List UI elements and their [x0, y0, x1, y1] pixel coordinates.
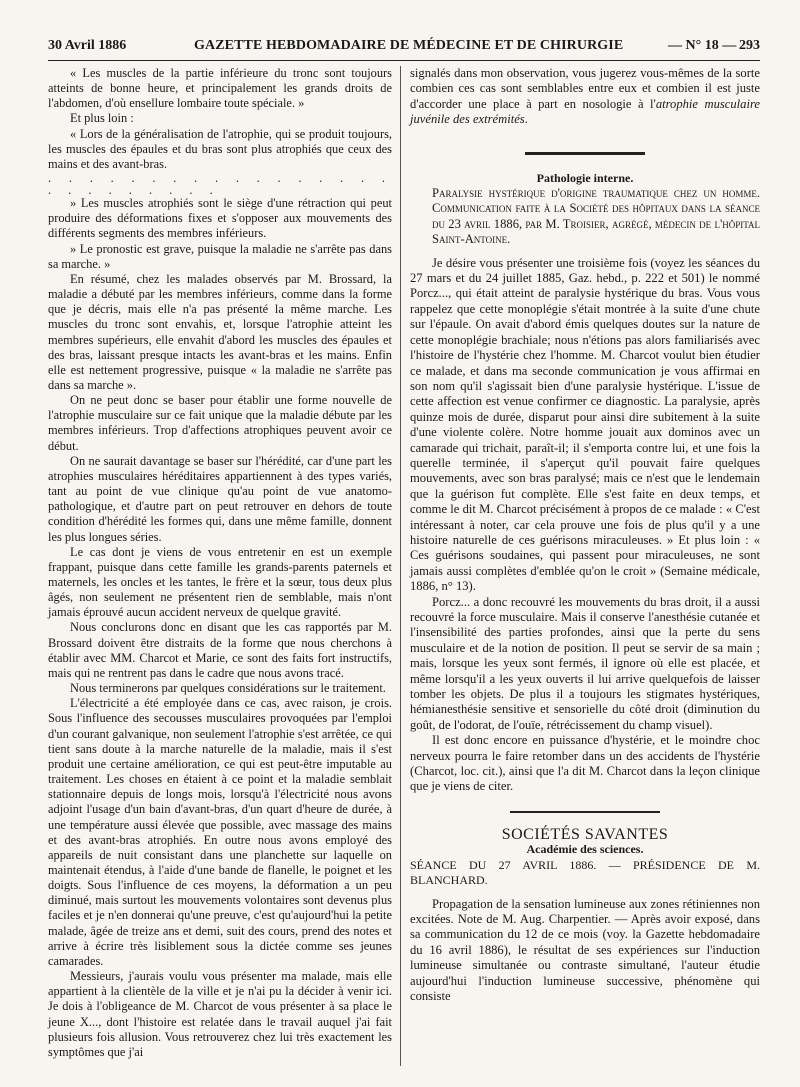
section-title: Pathologie interne.	[536, 170, 634, 185]
issue-number: — N° 18 —	[668, 38, 737, 53]
paragraph: En résumé, chez les malades observés par M. Brossard, la maladie a débuté par les membres inférieurs, comme dans la forme que je décris, mais elle n'a pas présenté la même marche. Les muscles du tronc sont envahis, et, lorsque l'atrophie atteint les membres supérieurs, elle envahit d'abord les muscles des épaules et des bras, laissant presque intacts les avant-bras et les mains. Enfin elle est nettement progressive, puisque « la maladie ne s'arrête pas dans sa marche ».	[48, 271, 392, 392]
quote-paragraph: » Le pronostic est grave, puisque la maladie ne s'arrête pas dans sa marche. »	[48, 241, 392, 271]
paragraph: Et plus loin :	[70, 111, 134, 126]
session-line: SÉANCE DU 27 AVRIL 1886. — PRÉSIDENCE DE M. BLANCHARD.	[410, 857, 760, 888]
societies-heading: SOCIÉTÉS SAVANTES	[501, 825, 669, 843]
paragraph: Propagation de la sensation lumineuse aux zones rétiniennes non excitées. Note de M. Aug. Charpentier. — Après avoir exposé, dans sa communication du 12 de ce mois (voy. la Gazette hebdomadaire du 16 avril 1886), le résultat de ses expériences sur l'induction lumineuse simultanée ou contraste simultané, l'auteur étudie aujourd'hui l'induction lumineuse successive, phénomène qui consiste	[410, 896, 760, 1003]
paragraph: Je désire vous présenter une troisième fois (voyez les séances du 27 mars et du 24 juillet 1885, Gaz. hebd., p. 222 et 501) le nommé Porcz..., qui était atteint de paralysie hystérique du bras. Vous vous rappelez que cette monoplégie s'était montrée à la suite d'une chute sur l'épaule. On avait d'abord émis quelques doutes sur la nature de cette monoplégie brachiale; nous n'étions pas alors familiarisés avec l'histoire de l'hystérie chez l'homme. M. Charcot voulut bien étudier ce malade, et dans ma seconde communication je vous affirmai en son nom qu'il s'agissait bien d'une paralysie hystérique. L'issue de cette affection est venue confirmer ce diagnostic. La paralysie, après quinze mois de durée, disparut pour ainsi dire subitement à la suite d'une violente colère. Notre homme jouait aux dominos avec un camarade qui trichait, paraît-il; il s'emporta contre lui, et une fois la querelle terminée, il s'aperçut qu'il pouvait faire quelques mouvements, avec son bras paralysé; mais ce n'est que le lendemain que la guérison fut complète. Elle s'est faite en deux temps, et comme le dit M. Charcot précisément à propos de ce malade : « C'est intéressant à noter, car cela prouve une fois de plus qu'il y a une histoire naturelle de ces guérisons miraculeuses. » Et plus loin : « Ces guérisons soudaines, qui passent pour miraculeuses, ne sont jamais aussi complètes d'emblée qu'on le croit » (Semaine médicale, 1886, n° 13).	[410, 255, 760, 594]
page-number: 293	[739, 38, 760, 53]
continuation-text: signalés dans mon observation, vous jugerez vous-mêmes de la sorte combien ces cas sont semblables entre eux et combien il est juste d'accorder une place à part en nosologie à l'	[410, 66, 760, 111]
paragraph: Porcz... a donc recouvré les mouvements du bras droit, il a aussi recouvré la force musculaire. Mais il conserve l'anesthésie cutanée et l'insensibilité des parties profondes, ainsi que la perte du sens musculaire et de la notion de position. Il peut se servir de sa main ; mais, lorsque les yeux sont fermés, il ignore où elle est placée, et même lorsqu'il a les yeux ouverts il lui arrive quelquefois de laisser tomber les objets. De plus il a toujours les stigmates hystériques, hémianesthésie sensitive et sensorielle du côté droit (diminution du goût, de l'odorat, de l'ouïe, rétrécissement du champ visuel).	[410, 594, 760, 732]
paragraph: Le cas dont je viens de vous entretenir en est un exemple frappant, puisque dans cette famille les grands-parents paternels et maternels, les oncles et les tantes, le frère et la sœur, tous deux plus âgés, non seulement ne présentent rien de semblable, mais n'ont jamais éprouvé aucun accident nerveux de quelque gravité.	[48, 544, 392, 620]
quote-paragraph: « Lors de la généralisation de l'atrophie, qui se produit toujours, les muscles des épaules et du bras sont plus atrophiés que ceux des mains et des avant-bras.	[48, 126, 392, 171]
paragraph: Nous conclurons donc en disant que les cas rapportés par M. Brossard doivent être distraits de la forme que nous cherchons à établir avec MM. Charcot et Marie, ce sont des faits fort instructifs, mais qui ne rentrent pas dans le cadre que nous avons tracé.	[48, 620, 392, 680]
continuation-emphasis: atrophie musculaire juvénile des extrémités	[410, 96, 760, 127]
paragraph: Messieurs, j'aurais voulu vous présenter ma malade, mais elle appartient à la clientèle de la ville et je n'ai pu la décider à venir ici. Je dois à l'obligeance de M. Charcot de vous présenter à sa place le jeune X..., dont l'histoire est relatée dans le travail auquel j'ai fait plusieurs fois allusion. Vous retrouverez chez lui très exactement les symptômes que j'ai	[48, 969, 392, 1059]
issue-date: 30 Avril 1886	[48, 38, 127, 53]
page-header	[48, 36, 760, 61]
paragraph: Nous terminerons par quelques considérations sur le traitement.	[70, 681, 386, 696]
paragraph: Il est donc encore en puissance d'hystérie, et le moindre choc nerveux pourra le faire retomber dans un des accidents de l'hystérie (Charcot, loc. cit.), ainsi que l'a dit M. Charcot dans la leçon clinique que je viens de citer.	[410, 733, 760, 794]
right-column	[410, 66, 760, 1004]
article-heading: Paralysie hystérique d'origine traumatique chez un homme. Communication faite à la Société des hôpitaux dans la séance du 23 avril 1886, par M. Troisier, agrégé, médecin de l'hôpital Saint-Antoine.	[432, 186, 760, 247]
continuation-end: .	[524, 112, 528, 127]
column-divider	[400, 66, 401, 1066]
paragraph: On ne saurait davantage se baser sur l'hérédité, car d'une part les atrophies musculaires héréditaires appartiennent à des types variés, tant au point de vue clinique qu'au point de vue anatomo-pathologique, et d'autre part on peut retrouver en dehors de toute condition d'hérédité les formes qui, dans une même famille, donnent les plus longues séries.	[48, 453, 392, 544]
continuation-paragraph	[410, 66, 760, 128]
quote-paragraph: » Les muscles atrophiés sont le siège d'une rétraction qui peut produire des déformations fixes et s'opposer aux mouvements des différents segments des membres inférieurs.	[48, 196, 392, 241]
academy-heading: Académie des sciences.	[526, 842, 644, 857]
section-separator	[510, 811, 660, 813]
left-column	[48, 66, 392, 1060]
ellipsis-line: . . . . . . . . . . . . . . . . . . . . . . . . . .	[48, 171, 392, 198]
section-separator	[525, 152, 645, 155]
paragraph: L'électricité a été employée dans ce cas, avec raison, je crois. Sous l'influence des secousses musculaires provoquées par l'emploi d'un courant galvanique, non seulement l'atrophie s'est arrêtée, ce qui tient sans doute à la marche naturelle de la maladie, mais il s'est produit une certaine amélioration, ce qui est peut-être imputable au traitement. Les choses en étaient à ce point et la maladie semblait stationnaire depuis de longs mois, lorsqu'à l'électricité nous avons adjoint l'usage d'un bain d'avant-bras, d'un quart d'heure de durée, à une température aussi élevée que possible, avec massage des mains et des avant-bras atrophiés. En outre nous avons employé des appareils de nuit consistant dans une planchette sur laquelle on maintenait étendus, à l'aide d'une bande de flanelle, le poignet et les doigts. Sous l'influence de ces moyens, la déformation a un peu diminué, mais surtout les mouvements volontaires sont devenus plus faciles et je n'en donnerai qu'une preuve, c'est qu'aujourd'hui la petite malade, âgée de treize ans et demi, suit des cours, prend des notes et arrive à écrire très lisiblement sous la dictée comme ses jeunes camarades.	[48, 696, 392, 968]
quote-paragraph: « Les muscles de la partie inférieure du tronc sont toujours atteints de bonne heure, et principalement les grands droits de l'abdomen, d'où ensellure lombaire toute spéciale. »	[48, 66, 392, 111]
journal-title: GAZETTE HEBDOMADAIRE DE MÉDECINE ET DE CHIRURGIE	[194, 38, 624, 53]
paragraph: On ne peut donc se baser pour établir une forme nouvelle de l'atrophie musculaire sur ce fait unique que la maladie débute par les membres inférieurs. Trop d'affections atrophiques peuvent avoir ce début.	[48, 393, 392, 453]
